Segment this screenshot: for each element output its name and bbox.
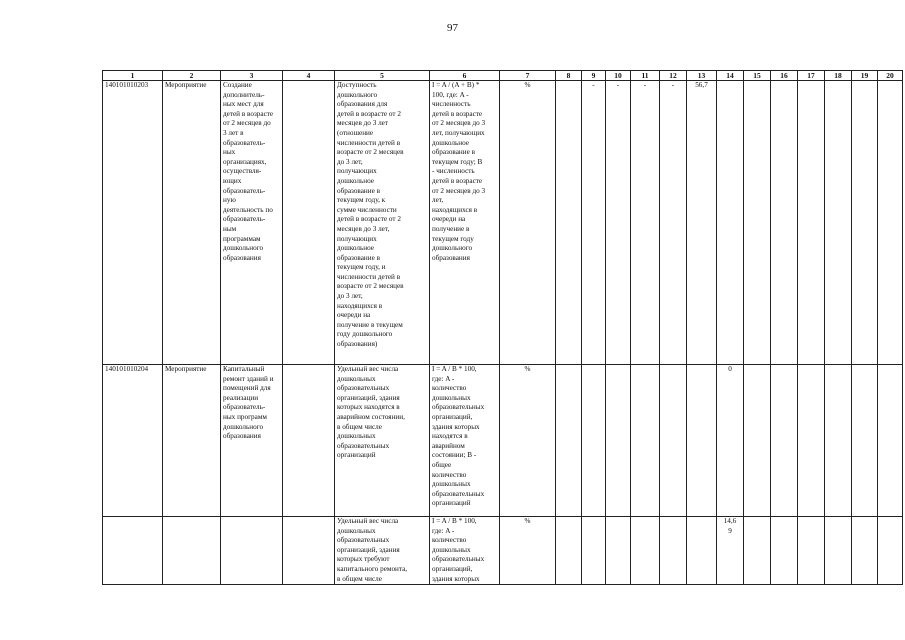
cell-line: организациях, [223, 157, 267, 166]
cell-line: образование в [432, 148, 475, 157]
col15-cell [744, 365, 771, 517]
cell-line: аварийном [432, 441, 465, 450]
cell-line: дошкольного [432, 244, 473, 253]
col11-cell [631, 517, 660, 585]
row-name [221, 365, 283, 517]
col8-cell [556, 365, 582, 517]
cell-line: численности детей в [337, 272, 401, 281]
cell-line: очереди на [432, 215, 466, 224]
cell-line: дошкольное [432, 138, 469, 147]
col16-cell [771, 365, 798, 517]
cell-line: дошкольных [337, 374, 376, 383]
cell-line: организаций, здания [337, 545, 400, 554]
indicator-cell [335, 517, 430, 585]
cell-line: Создание [223, 81, 252, 89]
cell-line: дошкольного [223, 422, 264, 431]
cell-line: здания которых [432, 422, 480, 431]
row-code [103, 517, 163, 585]
cell-line: сумме численности [337, 205, 397, 214]
col14-cell [717, 517, 744, 585]
col8-cell [556, 517, 582, 585]
column-number-9: 9 [582, 71, 606, 81]
cell-line: дошкольное [337, 244, 374, 253]
cell-line: общее [432, 460, 452, 469]
column-number-8: 8 [556, 71, 582, 81]
cell-line: количество [432, 470, 467, 479]
column-number-14: 14 [717, 71, 744, 81]
col14-cell [717, 81, 744, 365]
cell-line: от 2 месяцев до [223, 119, 271, 128]
cell-line: 9 [728, 526, 732, 535]
col9-cell [582, 365, 606, 517]
column-number-16: 16 [771, 71, 798, 81]
cell-line: образователь- [223, 215, 266, 224]
cell-line: капитального ремонта, [337, 564, 408, 573]
col10-cell [606, 517, 631, 585]
cell-line: дошкольных [432, 545, 471, 554]
column-number-3: 3 [221, 71, 283, 81]
cell-line: ных [223, 148, 236, 157]
col4-cell [283, 365, 335, 517]
column-number-12: 12 [660, 71, 687, 81]
column-number-1: 1 [103, 71, 163, 81]
column-number-4: 4 [283, 71, 335, 81]
column-number-15: 15 [744, 71, 771, 81]
col13-cell: 56,7 [687, 81, 717, 365]
col17-cell [798, 81, 825, 365]
cell-line: организаций, здания [337, 393, 400, 402]
table-row [103, 81, 903, 365]
column-number-17: 17 [798, 71, 825, 81]
cell-line: 100, где: A - [432, 90, 469, 99]
column-number-5: 5 [335, 71, 430, 81]
cell-line: - численность [432, 167, 475, 176]
cell-line: численности детей в [337, 138, 401, 147]
cell-line: образование в [337, 186, 380, 195]
row-name [221, 81, 283, 365]
cell-line: в общем числе [337, 574, 382, 583]
cell-line: находящихся в [432, 205, 478, 214]
cell-line: текущем году, к [337, 196, 386, 205]
cell-line: возрасте от 2 месяцев [337, 148, 404, 157]
cell-line: которых требуют [337, 555, 390, 564]
cell-line: дошкольных [337, 526, 376, 535]
cell-line: детей в возрасте [432, 109, 483, 118]
cell-line: дополнитель- [223, 90, 265, 99]
cell-line: до 3 лет, [337, 292, 363, 301]
col19-cell [852, 517, 878, 585]
cell-line: образования [432, 253, 470, 262]
cell-line: в общем числе [337, 422, 382, 431]
cell-line: образовательных [337, 536, 390, 545]
indicator-cell [335, 81, 430, 365]
cell-line: где: A - [432, 374, 455, 383]
cell-line: образования) [337, 340, 378, 349]
cell-line: образовательных [432, 403, 485, 412]
cell-line: месяцев до 3 лет [337, 119, 388, 128]
row-code: 140101010203 [103, 81, 163, 365]
col20-cell [878, 81, 903, 365]
cell-line: получающих [337, 167, 377, 176]
cell-line: текущем году; B [432, 157, 483, 166]
col16-cell [771, 81, 798, 365]
column-number-7: 7 [500, 71, 556, 81]
cell-line: организаций, [432, 564, 473, 573]
col11-cell: - [631, 81, 660, 365]
cell-line: образования [223, 253, 261, 262]
row-name [221, 517, 283, 585]
cell-line: до 3 лет, [337, 157, 363, 166]
col17-cell [798, 365, 825, 517]
col8-cell [556, 81, 582, 365]
cell-line: ющих [223, 176, 242, 185]
col10-cell [606, 365, 631, 517]
cell-line: детей в возрасте [432, 176, 483, 185]
cell-line: дошкольное [337, 176, 374, 185]
cell-line: образование в [337, 253, 380, 262]
cell-line: помещений для [223, 384, 271, 393]
col13-cell [687, 365, 717, 517]
cell-line: где: A - [432, 526, 455, 535]
cell-line: I = A / (A + B) * [432, 81, 480, 89]
cell-line: текущем году [432, 234, 474, 243]
cell-line: дошкольного [223, 244, 264, 253]
col12-cell [660, 365, 687, 517]
cell-line: очереди на [337, 311, 371, 320]
column-number-11: 11 [631, 71, 660, 81]
row-type [163, 517, 221, 585]
column-number-20: 20 [878, 71, 903, 81]
cell-line: 14,6 [723, 517, 737, 525]
cell-line: аварийном состоянии, [337, 412, 405, 421]
cell-line: образования [223, 432, 261, 441]
table-row [103, 365, 903, 517]
col20-cell [878, 365, 903, 517]
cell-line: дошкольных [432, 480, 471, 489]
cell-line: образовательных [432, 489, 485, 498]
cell-line: ных программ [223, 412, 267, 421]
col9-cell [582, 517, 606, 585]
cell-line: I = A / B * 100, [432, 365, 477, 373]
cell-line: лет, получающих [432, 128, 485, 137]
unit-cell: % [500, 365, 556, 517]
cell-line: ных мест для [223, 100, 264, 109]
cell-line: состоянии; B - [432, 451, 477, 460]
cell-line: (отношение [337, 128, 374, 137]
col16-cell [771, 517, 798, 585]
cell-line: I = A / B * 100, [432, 517, 477, 525]
col4-cell [283, 81, 335, 365]
cell-line: детей в возрасте от 2 [337, 215, 401, 224]
col11-cell [631, 365, 660, 517]
col19-cell [852, 81, 878, 365]
formula-cell [430, 81, 500, 365]
cell-line: от 2 месяцев до 3 [432, 119, 486, 128]
col15-cell [744, 81, 771, 365]
cell-line: 3 лет в [223, 128, 244, 137]
column-number-header-row [103, 71, 903, 81]
formula-cell [430, 365, 500, 517]
cell-line: получение в текущем [337, 320, 403, 329]
cell-line: образовательных [337, 441, 390, 450]
column-number-10: 10 [606, 71, 631, 81]
col10-cell: - [606, 81, 631, 365]
table-row [103, 517, 903, 585]
col15-cell [744, 517, 771, 585]
cell-line: от 2 месяцев до 3 [432, 186, 486, 195]
cell-line: организаций, [432, 412, 473, 421]
col20-cell [878, 517, 903, 585]
cell-line: детей в возрасте от 2 [337, 109, 401, 118]
unit-cell: % [500, 81, 556, 365]
program-indicators-table [102, 70, 903, 585]
cell-line: осуществля- [223, 167, 262, 176]
cell-line: численность [432, 100, 471, 109]
col19-cell [852, 365, 878, 517]
cell-line: ремонт зданий и [223, 374, 274, 383]
cell-line: Капитальный [223, 365, 265, 373]
cell-line: ным [223, 224, 237, 233]
cell-line: ную [223, 196, 236, 205]
cell-line: здания которых [432, 574, 480, 583]
col18-cell [825, 81, 852, 365]
row-code: 140101010204 [103, 365, 163, 517]
col4-cell [283, 517, 335, 585]
cell-line: образователь- [223, 403, 266, 412]
cell-line: образовательных [432, 555, 485, 564]
cell-line: Удельный вес числа [337, 517, 399, 525]
cell-line: находящихся в [337, 301, 383, 310]
cell-line: образователь- [223, 138, 266, 147]
col14-cell: 0 [717, 365, 744, 517]
cell-line: Доступность [337, 81, 377, 89]
formula-cell [430, 517, 500, 585]
cell-line: количество [432, 536, 467, 545]
cell-line: Удельный вес числа [337, 365, 399, 373]
cell-line: дошкольных [337, 432, 376, 441]
cell-line: образователь- [223, 186, 266, 195]
column-number-6: 6 [430, 71, 500, 81]
col18-cell [825, 365, 852, 517]
cell-line: году дошкольного [337, 330, 393, 339]
cell-line: находятся в [432, 432, 468, 441]
col12-cell [660, 517, 687, 585]
col9-cell: - [582, 81, 606, 365]
cell-line: получающих [337, 234, 377, 243]
col12-cell: - [660, 81, 687, 365]
cell-line: организаций [432, 499, 471, 508]
cell-line: месяцев до 3 лет, [337, 224, 390, 233]
col13-cell [687, 517, 717, 585]
cell-line: детей в возрасте [223, 109, 274, 118]
cell-line: возрасте от 2 месяцев [337, 282, 404, 291]
cell-line: которых находятся в [337, 403, 400, 412]
column-number-13: 13 [687, 71, 717, 81]
unit-cell: % [500, 517, 556, 585]
column-number-19: 19 [852, 71, 878, 81]
cell-line: дошкольного [337, 90, 378, 99]
row-type: Мероприятие [163, 81, 221, 365]
row-type: Мероприятие [163, 365, 221, 517]
cell-line: организаций [337, 451, 376, 460]
cell-line: количество [432, 384, 467, 393]
cell-line: деятельность по [223, 205, 273, 214]
indicator-cell [335, 365, 430, 517]
col18-cell [825, 517, 852, 585]
column-number-2: 2 [163, 71, 221, 81]
col17-cell [798, 517, 825, 585]
cell-line: образования для [337, 100, 388, 109]
cell-line: программам [223, 234, 261, 243]
page-number: 97 [447, 22, 458, 34]
cell-line: текущем году, и [337, 263, 386, 272]
cell-line: образовательных [337, 384, 390, 393]
column-number-18: 18 [825, 71, 852, 81]
cell-line: получение в [432, 224, 470, 233]
cell-line: реализации [223, 393, 259, 402]
cell-line: дошкольных [432, 393, 471, 402]
cell-line: лет, [432, 196, 444, 205]
